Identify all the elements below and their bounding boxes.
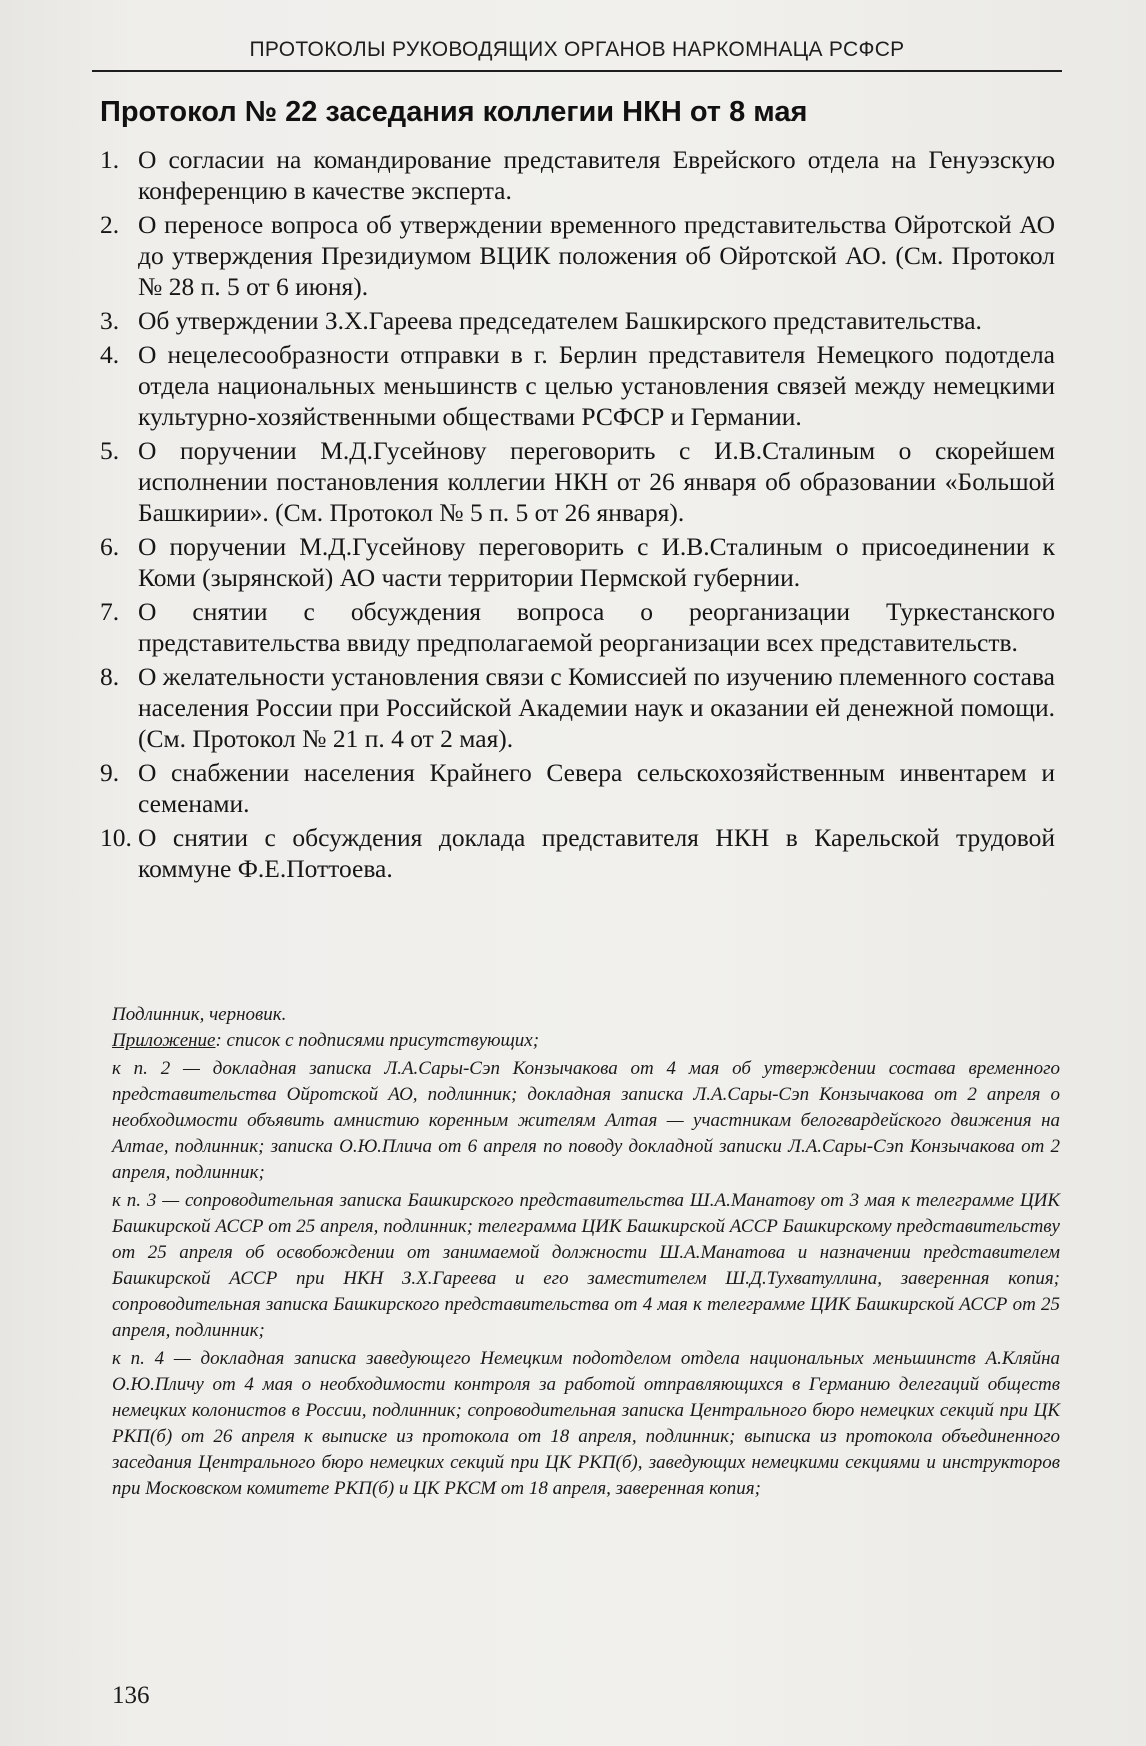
agenda-item-text: О снятии с обсуждения доклада представителя НКН в Карельской трудовой коммуне Ф.Е.Поттоева. xyxy=(138,823,1055,883)
agenda-item-number: 4. xyxy=(100,340,120,369)
agenda-item-number: 2. xyxy=(100,210,120,239)
agenda-item-number: 3. xyxy=(100,306,120,335)
header-rule xyxy=(92,70,1062,72)
agenda-item-text: О желательности установления связи с Комиссией по изучению племенного состава населения России при Российской Академии наук и оказании ей денежной помощи. (См. Протокол № 21 п. 4 от 2 мая). xyxy=(138,662,1055,753)
attachment-note xyxy=(112,1028,1060,1054)
agenda-item-number: 8. xyxy=(100,662,120,691)
agenda-item-text: О согласии на командирование представителя Еврейского отдела на Генуэзскую конференцию в качестве эксперта. xyxy=(138,145,1055,205)
attachment-item-2: к п. 2 — докладная записка Л.А.Сары-Сэп Конзычакова от 4 мая об утверждении состава временного представительства Ойротской АО, подлинник; докладная записка Л.А.Сары-Сэп Конзычакова от 2 апреля о необходимости объявить амнистию коренным жителям Алтая — участникам белогвардейского движения на Алтае, подлинник; записка О.Ю.Плича от 6 апреля по поводу докладной записки Л.А.Сары-Сэп Конзычакова от 2 апреля, подлинник; xyxy=(112,1058,1060,1183)
attachment-text: : список с подписями присутствующих; xyxy=(215,1030,540,1051)
agenda-item-number: 1. xyxy=(100,145,120,174)
attachment-item-3: к п. 3 — сопроводительная записка Башкирского представительства Ш.А.Манатову от 3 мая к телеграмме ЦИК Башкирской АССР от 25 апреля, подлинник; телеграмма ЦИК Башкирской АССР Башкирскому представительству от 25 апреля об освобождении от занимаемой должности Ш.А.Манатова и назначении представителем Башкирской АССР при НКН З.Х.Гареева и его заместителем Ш.Д.Тухватуллина, заверенная копия; сопроводительная записка Башкирского представительства от 4 мая к телеграмме ЦИК Башкирской АССР от 25 апреля, подлинник; xyxy=(112,1190,1060,1341)
agenda-item-8 xyxy=(100,661,1055,754)
page-number: 136 xyxy=(112,1682,150,1709)
agenda-item-number: 5. xyxy=(100,436,120,465)
agenda-item-10 xyxy=(100,822,1055,884)
agenda-item-7 xyxy=(100,596,1055,658)
agenda-item-text: Об утверждении З.Х.Гареева председателем Башкирского представительства. xyxy=(138,306,982,335)
agenda-item-9 xyxy=(100,757,1055,819)
agenda-item-2 xyxy=(100,209,1055,302)
running-header: ПРОТОКОЛЫ РУКОВОДЯЩИХ ОРГАНОВ НАРКОМНАЦА РСФСР xyxy=(249,38,905,61)
protocol-title: Протокол № 22 заседания коллегии НКН от 8 мая xyxy=(100,96,808,128)
agenda-item-number: 9. xyxy=(100,758,120,787)
agenda-item-text: О снятии с обсуждения вопроса о реорганизации Туркестанского представительства ввиду предполагаемой реорганизации всех представительств. xyxy=(138,597,1055,657)
agenda-item-number: 7. xyxy=(100,597,120,626)
agenda-item-text: О поручении М.Д.Гусейнову переговорить с И.В.Сталиным о скорейшем исполнении постановления коллегии НКН от 26 января об образовании «Большой Башкирии». (См. Протокол № 5 п. 5 от 26 января). xyxy=(138,436,1055,527)
agenda-item-number: 10. xyxy=(100,823,132,852)
agenda-item-text: О поручении М.Д.Гусейнову переговорить с И.В.Сталиным о присоединении к Коми (зырянской) АО части территории Пермской губернии. xyxy=(138,532,1055,592)
agenda-item-3 xyxy=(100,305,1055,336)
agenda-list xyxy=(100,144,1055,887)
agenda-item-text: О снабжении населения Крайнего Севера сельскохозяйственным инвентарем и семенами. xyxy=(138,758,1055,818)
agenda-item-6 xyxy=(100,531,1055,593)
agenda-item-4 xyxy=(100,339,1055,432)
attachment-label: Приложение xyxy=(112,1030,216,1051)
agenda-item-1 xyxy=(100,144,1055,206)
agenda-item-text: О переносе вопроса об утверждении временного представительства Ойротской АО до утверждения Президиумом ВЦИК положения об Ойротской АО. (См. Протокол № 28 п. 5 от 6 июня). xyxy=(138,210,1055,301)
agenda-item-5 xyxy=(100,435,1055,528)
original-note: Подлинник, черновик. xyxy=(112,1004,287,1025)
agenda-item-number: 6. xyxy=(100,532,120,561)
attachment-item-4: к п. 4 — докладная записка заведующего Немецким подотделом отдела национальных меньшинств А.Кляйна О.Ю.Пличу от 4 мая о необходимости контроля за работой отправляющихся в Германию делегаций обществ немецких колонистов в России, подлинник; сопроводительная записка Центрального бюро немецких секций при ЦК РКП(б) от 26 апреля к выписке из протокола от 18 апреля, подлинник; выписка из протокола объединенного заседания Центрального бюро немецких секций при ЦК РКП(б), заведующих немецкими секциями и инструкторов при Московском комитете РКП(б) и ЦК РКСМ от 18 апреля, заверенная копия; xyxy=(112,1348,1060,1499)
agenda-item-text: О нецелесообразности отправки в г. Берлин представителя Немецкого подотдела отдела национальных меньшинств с целью установления связей между немецкими культурно-хозяйственными обществами РСФСР и Германии. xyxy=(138,340,1055,431)
archival-notes xyxy=(112,1002,1060,1502)
